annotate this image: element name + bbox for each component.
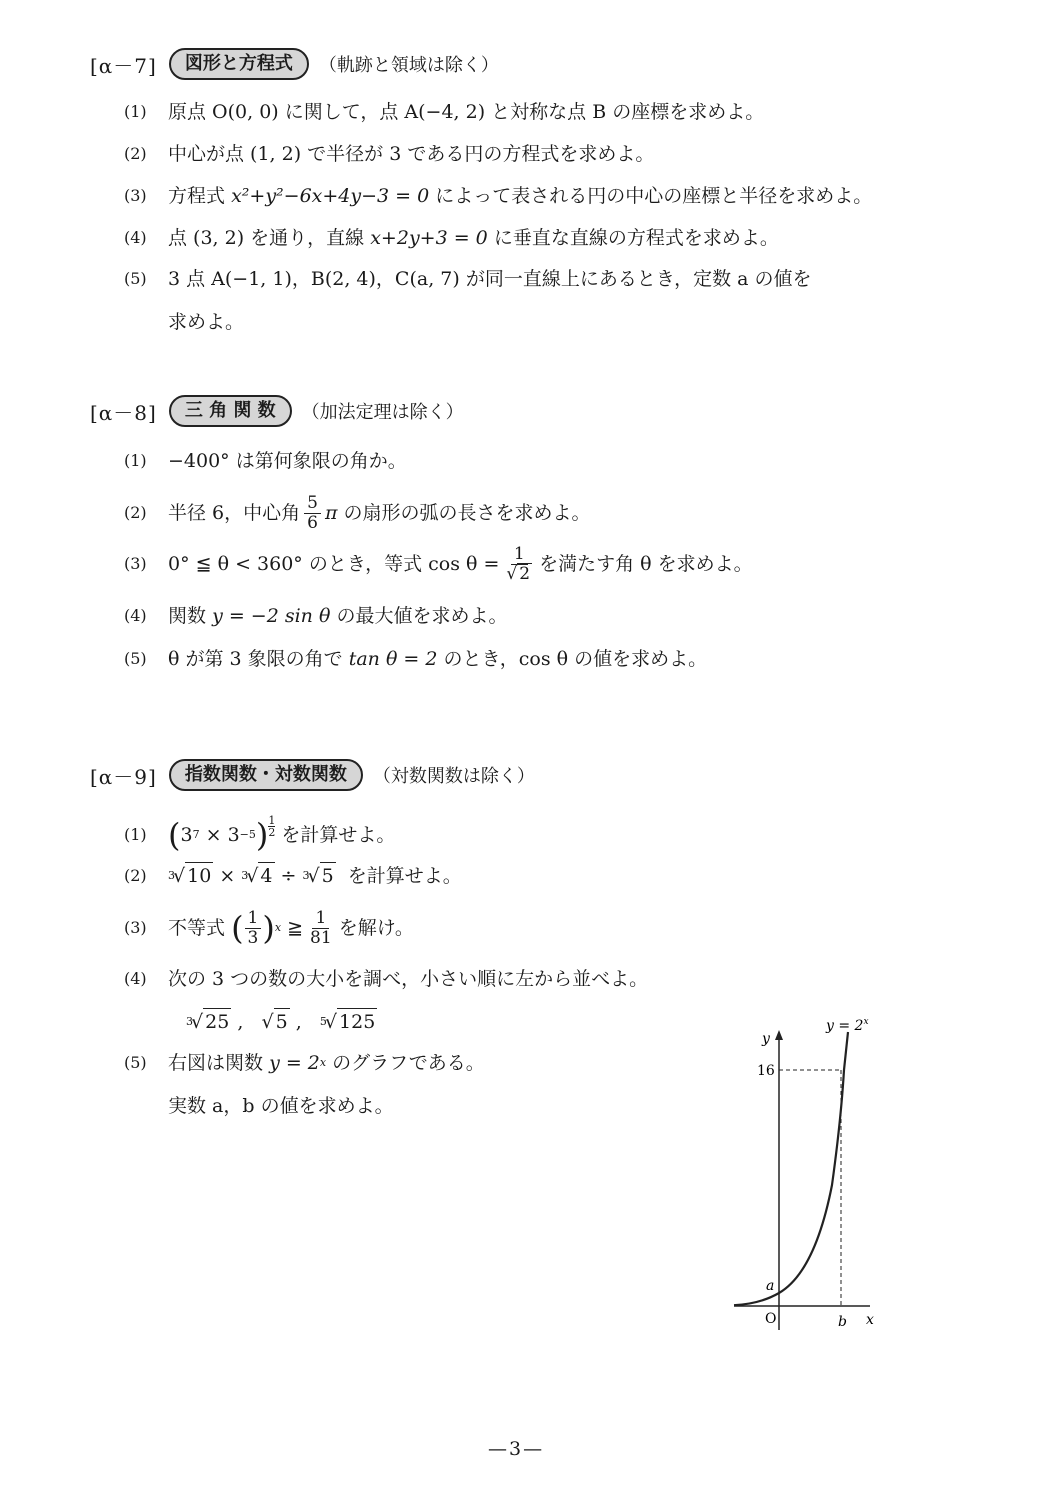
problem-a7-1: (1) 原点 O(0, 0) に関して，点 A(−4, 2) と対称な点 B の座標を求めよ。 (124, 101, 765, 123)
section-header-a9 (90, 759, 535, 791)
problem-a9-5: (5) 右図は関数 y = 2 x のグラフである。 (124, 1052, 485, 1074)
problem-a7-2: (2) 中心が点 (1, 2) で半径が 3 である円の方程式を求めよ。 (124, 143, 655, 165)
section-code: [α－8] (90, 400, 157, 425)
page-number: —3— (488, 1438, 545, 1460)
section-title-badge: 図形と方程式 (169, 48, 309, 80)
fraction: $\frac{1}{3}$ (245, 909, 262, 948)
label-y: y (762, 1031, 770, 1047)
section-code: [α－9] (90, 764, 157, 789)
fraction: $\frac{5}{6}$ (304, 494, 321, 533)
problem-a9-1: (1) ( 3 7 × 3 −5 ) 1 2 を計算せよ。 (124, 813, 396, 854)
problem-a9-4-numbers: 3 √ 25 , √ 5 , 5 √ 125 (186, 1008, 377, 1035)
label-16: 16 (757, 1063, 775, 1079)
section-title-badge: 指数関数・対数関数 (169, 759, 363, 791)
label-func: $y = 2^x$ (826, 1017, 869, 1034)
problem-a8-5: (5) θ が第 3 象限の角で tan θ = 2 のとき，cos θ の値を求めよ。 (124, 648, 708, 670)
section-header-a7 (90, 48, 499, 80)
label-origin: O (765, 1311, 777, 1327)
exponential-graph (720, 1010, 890, 1340)
curve-2-pow-x (734, 1032, 848, 1305)
label-x: x (866, 1312, 874, 1328)
problem-a8-4: (4) 関数 y = −2 sin θ の最大値を求めよ。 (124, 605, 508, 627)
problem-a9-5-cont: 実数 a，b の値を求めよ。 (168, 1095, 394, 1117)
section-code: [α－7] (90, 53, 157, 78)
problem-a7-4: (4) 点 (3, 2) を通り，直線 x+2y+3 = 0 に垂直な直線の方程式を求めよ。 (124, 227, 779, 249)
problem-a8-1: (1) −400° は第何象限の角か。 (124, 450, 407, 472)
section-note: （軌跡と領域は除く） (318, 55, 499, 76)
section-title-badge: 三 角 関 数 (169, 395, 292, 427)
problem-a7-5-cont: 求めよ。 (168, 311, 245, 333)
label-a: a (766, 1278, 775, 1294)
fraction: $\frac{1}{√ 2}$ (506, 543, 531, 584)
problem-a7-3: (3) 方程式 x²+y²−6x+4y−3 = 0 によって表される円の中心の座標と半径を求めよ。 (124, 185, 873, 207)
section-note: （加法定理は除く） (301, 402, 464, 423)
section-note: （対数関数は除く） (372, 766, 535, 787)
problem-a8-3: (3) 0° ≦ θ < 360° のとき，等式 cos θ = $\frac{1}{√ 2}$ を満たす角 θ を求めよ。 (124, 543, 753, 584)
label-b: b (838, 1314, 847, 1330)
problem-a7-5: (5) 3 点 A(−1, 1)，B(2, 4)，C(a, 7) が同一直線上にあるとき，定数 a の値を (124, 268, 812, 290)
problem-a8-2: (2) 半径 6，中心角 $\frac{5}{6}$ π の扇形の弧の長さを求めよ。 (124, 492, 591, 533)
problem-a9-4: (4) 次の 3 つの数の大小を調べ，小さい順に左から並べよ。 (124, 968, 649, 990)
problem-a9-3: (3) 不等式 ( $\frac{1}{3}$ ) x ≧ $\frac{1}{81}$ を解け。 (124, 907, 414, 948)
y-axis-arrow (775, 1030, 783, 1040)
section-header-a8 (90, 395, 464, 427)
problem-a9-2: (2) 3 √ 10 × 3 √ 4 ÷ 3 √ 5 を計算せよ。 (124, 862, 462, 889)
fraction: $\frac{1}{81}$ (310, 907, 332, 948)
